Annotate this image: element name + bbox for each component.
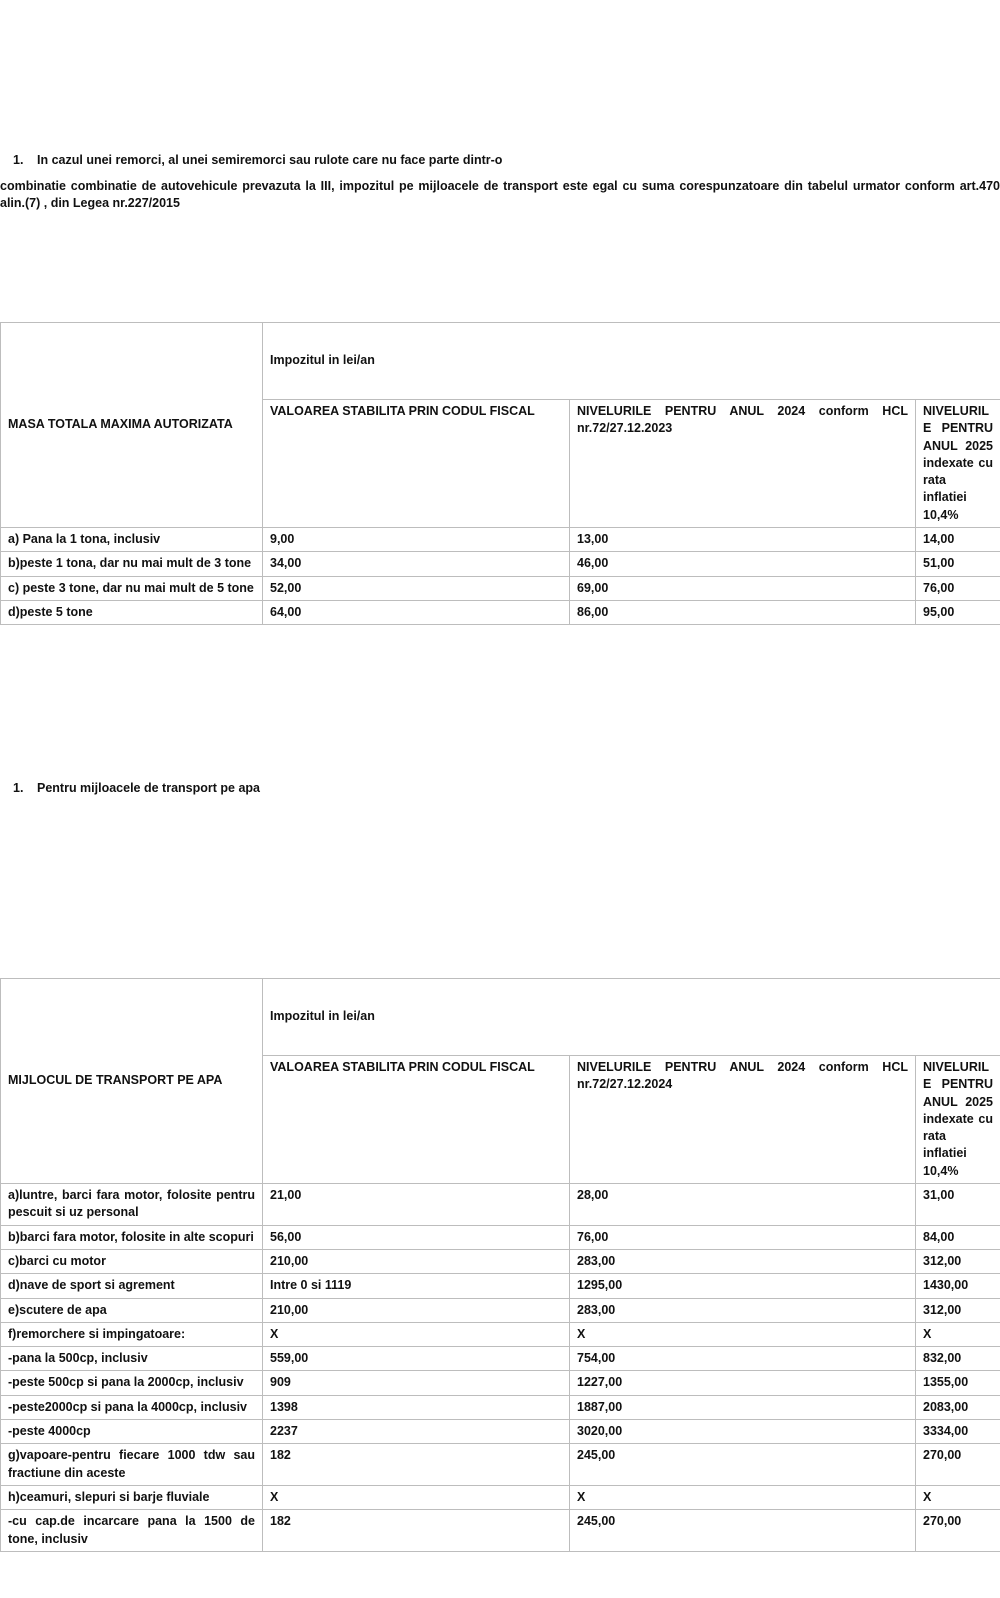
row-label-cell: e)scutere de apa: [1, 1298, 263, 1322]
table-row: [1, 1485, 1000, 1509]
table-trailer-tax: [0, 322, 1000, 625]
value-2025-cell: 2083,00: [916, 1395, 1000, 1419]
value-2024-cell: 245,00: [570, 1444, 916, 1486]
row-label-cell: -pana la 500cp, inclusiv: [1, 1347, 263, 1371]
value-2024-cell: 283,00: [570, 1249, 916, 1273]
value-2024-cell: 28,00: [570, 1184, 916, 1226]
row-label-cell: a) Pana la 1 tona, inclusiv: [1, 528, 263, 552]
table-row: [1, 1298, 1000, 1322]
section1-title: In cazul unei remorci, al unei semiremorci sau rulote care nu face parte dintr-o: [37, 153, 503, 167]
value-2024-cell: 46,00: [570, 552, 916, 576]
value-2024-cell: X: [570, 1485, 916, 1509]
row-header-cell: MASA TOTALA MAXIMA AUTORIZATA: [1, 323, 263, 528]
value-2025-cell: 76,00: [916, 576, 1000, 600]
row-label-cell: -cu cap.de incarcare pana la 1500 de tone, inclusiv: [1, 1510, 263, 1552]
value-2025-cell: X: [916, 1322, 1000, 1346]
list-number: 1.: [13, 781, 24, 795]
row-label-cell: b)barci fara motor, folosite in alte scopuri: [1, 1225, 263, 1249]
value-2024-cell: 283,00: [570, 1298, 916, 1322]
table-row: [1, 1444, 1000, 1486]
table-row: [1, 1347, 1000, 1371]
group-header-cell: Impozitul in lei/an: [263, 979, 1000, 1056]
value-2024-cell: X: [570, 1322, 916, 1346]
fiscal-value-cell: X: [263, 1485, 570, 1509]
row-label-cell: d)peste 5 tone: [1, 600, 263, 624]
value-2024-cell: 3020,00: [570, 1420, 916, 1444]
value-2025-cell: 270,00: [916, 1510, 1000, 1552]
section2-title: Pentru mijloacele de transport pe apa: [37, 781, 260, 795]
fiscal-value-cell: 21,00: [263, 1184, 570, 1226]
value-2024-cell: 1227,00: [570, 1371, 916, 1395]
value-2024-cell: 13,00: [570, 528, 916, 552]
table-row: [1, 552, 1000, 576]
table-row: [1, 576, 1000, 600]
value-2024-cell: 76,00: [570, 1225, 916, 1249]
value-2024-cell: 245,00: [570, 1510, 916, 1552]
row-label-cell: h)ceamuri, slepuri si barje fluviale: [1, 1485, 263, 1509]
fiscal-value-cell: 909: [263, 1371, 570, 1395]
fiscal-value-cell: 1398: [263, 1395, 570, 1419]
row-label-cell: c) peste 3 tone, dar nu mai mult de 5 tone: [1, 576, 263, 600]
row-label-cell: -peste2000cp si pana la 4000cp, inclusiv: [1, 1395, 263, 1419]
list-number: 1.: [13, 153, 24, 167]
value-2025-cell: 51,00: [916, 552, 1000, 576]
table-row: [1, 1225, 1000, 1249]
table2-body: [1, 1184, 1000, 1552]
col-header-2025: NIVELURILE PENTRU ANUL 2025 indexate cu rata inflatiei 10,4%: [916, 400, 1000, 528]
table-row: [1, 1184, 1000, 1226]
fiscal-value-cell: 182: [263, 1510, 570, 1552]
col-header-2024: NIVELURILE PENTRU ANUL 2024 conform HCL nr.72/27.12.2023: [570, 400, 916, 528]
col-header-fiscal: VALOAREA STABILITA PRIN CODUL FISCAL: [263, 1056, 570, 1184]
value-2025-cell: 84,00: [916, 1225, 1000, 1249]
col-header-2024: NIVELURILE PENTRU ANUL 2024 conform HCL nr.72/27.12.2024: [570, 1056, 916, 1184]
table-water-transport-tax: [0, 978, 1000, 1552]
fiscal-value-cell: 52,00: [263, 576, 570, 600]
fiscal-value-cell: 64,00: [263, 600, 570, 624]
row-label-cell: d)nave de sport si agrement: [1, 1274, 263, 1298]
table-row: [1, 1274, 1000, 1298]
table-row: [1, 1420, 1000, 1444]
table-row: [1, 1371, 1000, 1395]
value-2025-cell: 832,00: [916, 1347, 1000, 1371]
value-2025-cell: 31,00: [916, 1184, 1000, 1226]
value-2025-cell: 312,00: [916, 1249, 1000, 1273]
value-2024-cell: 1295,00: [570, 1274, 916, 1298]
fiscal-value-cell: 2237: [263, 1420, 570, 1444]
value-2025-cell: 14,00: [916, 528, 1000, 552]
row-label-cell: g)vapoare-pentru fiecare 1000 tdw sau fractiune din aceste: [1, 1444, 263, 1486]
value-2024-cell: 754,00: [570, 1347, 916, 1371]
col-header-fiscal: VALOAREA STABILITA PRIN CODUL FISCAL: [263, 400, 570, 528]
group-header-cell: Impozitul in lei/an: [263, 323, 1000, 400]
fiscal-value-cell: Intre 0 si 1119: [263, 1274, 570, 1298]
row-label-cell: -peste 500cp si pana la 2000cp, inclusiv: [1, 1371, 263, 1395]
table-row: [1, 1395, 1000, 1419]
fiscal-value-cell: 559,00: [263, 1347, 570, 1371]
row-label-cell: c)barci cu motor: [1, 1249, 263, 1273]
value-2025-cell: 1430,00: [916, 1274, 1000, 1298]
section1-paragraph: combinatie combinatie de autovehicule prevazuta la III, impozitul pe mijloacele de transport este egal cu suma corespunzatoare din tabelul urmator conform art.470 alin.(7) , din Legea nr.227/2015: [0, 179, 1000, 210]
value-2024-cell: 86,00: [570, 600, 916, 624]
value-2024-cell: 69,00: [570, 576, 916, 600]
table-row: [1, 528, 1000, 552]
row-label-cell: -peste 4000cp: [1, 1420, 263, 1444]
value-2025-cell: 95,00: [916, 600, 1000, 624]
table-row: [1, 1322, 1000, 1346]
fiscal-value-cell: X: [263, 1322, 570, 1346]
table1-body: [1, 528, 1000, 625]
row-label-cell: a)luntre, barci fara motor, folosite pentru pescuit si uz personal: [1, 1184, 263, 1226]
value-2025-cell: X: [916, 1485, 1000, 1509]
value-2025-cell: 3334,00: [916, 1420, 1000, 1444]
row-label-cell: f)remorchere si impingatoare:: [1, 1322, 263, 1346]
row-label-cell: b)peste 1 tona, dar nu mai mult de 3 tone: [1, 552, 263, 576]
table-row: [1, 600, 1000, 624]
fiscal-value-cell: 210,00: [263, 1249, 570, 1273]
value-2025-cell: 1355,00: [916, 1371, 1000, 1395]
col-header-2025: NIVELURILE PENTRU ANUL 2025 indexate cu rata inflatiei 10,4%: [916, 1056, 1000, 1184]
value-2025-cell: 312,00: [916, 1298, 1000, 1322]
fiscal-value-cell: 210,00: [263, 1298, 570, 1322]
row-header-cell: MIJLOCUL DE TRANSPORT PE APA: [1, 979, 263, 1184]
table-row: [1, 1249, 1000, 1273]
value-2024-cell: 1887,00: [570, 1395, 916, 1419]
fiscal-value-cell: 56,00: [263, 1225, 570, 1249]
value-2025-cell: 270,00: [916, 1444, 1000, 1486]
fiscal-value-cell: 34,00: [263, 552, 570, 576]
table-row: [1, 1510, 1000, 1552]
fiscal-value-cell: 182: [263, 1444, 570, 1486]
fiscal-value-cell: 9,00: [263, 528, 570, 552]
